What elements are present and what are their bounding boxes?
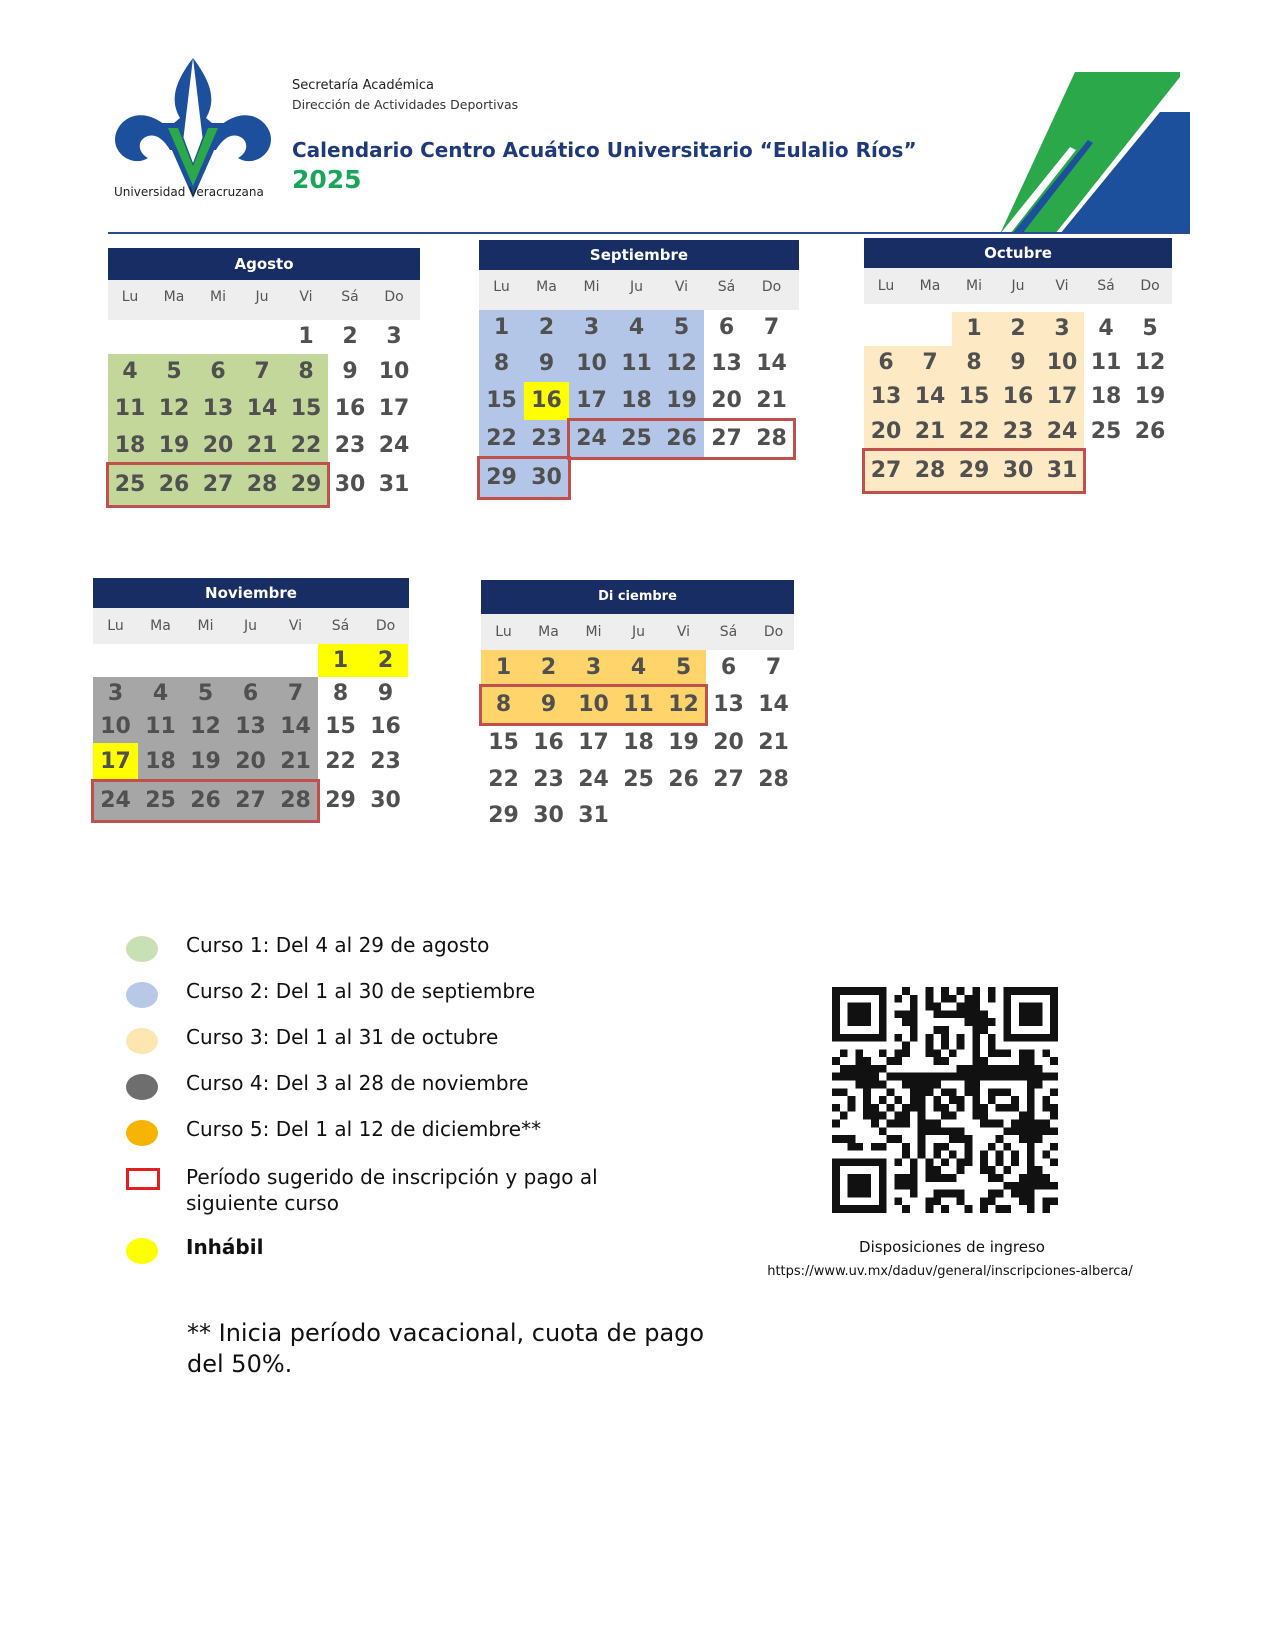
day-cell: 10 [378, 359, 410, 384]
weekday-label: Ju [631, 624, 645, 640]
page-title: Calendario Centro Acuático Universitario “Eulalio Ríos” [292, 138, 917, 162]
legend-dot-icon [126, 1074, 158, 1100]
day-cell: 11 [108, 390, 152, 427]
day-cell: 6 [718, 315, 735, 340]
day-cell: 11 [616, 686, 661, 724]
day-cell: 17 [93, 743, 138, 781]
day-cell: 8 [284, 354, 328, 390]
day-cell: 30 [996, 450, 1040, 492]
secretaria-label: Secretaría Académica [292, 78, 434, 93]
day-cell: 14 [240, 390, 284, 427]
month-title: Noviembre [93, 578, 409, 608]
day-cell: 12 [183, 710, 228, 743]
day-cell: 18 [108, 427, 152, 464]
day-cell: 19 [668, 730, 699, 755]
weekday-label: Ma [536, 279, 557, 295]
day-cell: 14 [273, 710, 318, 743]
legend-dot-icon [126, 982, 158, 1008]
page-year: 2025 [292, 165, 362, 194]
day-cell: 5 [661, 650, 706, 686]
day-cell: 13 [713, 692, 744, 717]
weekday-label: Do [375, 618, 396, 634]
month-noviembre [93, 578, 409, 838]
day-cell: 6 [196, 354, 240, 390]
day-cell: 26 [668, 767, 699, 792]
day-cell: 9 [996, 346, 1040, 380]
day-cell: 15 [952, 380, 996, 414]
day-cell: 18 [1090, 384, 1122, 409]
day-cell: 1 [479, 310, 524, 346]
weekday-label: Do [1140, 278, 1160, 294]
weekday-label: Ju [243, 618, 257, 634]
day-cell: 24 [1040, 414, 1084, 450]
day-cell: 11 [1090, 350, 1122, 375]
day-cell: 23 [524, 420, 569, 458]
day-cell: 2 [342, 324, 358, 349]
day-cell: 17 [578, 730, 609, 755]
day-cell: 13 [196, 390, 240, 427]
month-diciembre [481, 580, 794, 840]
legend-label: Curso 1: Del 4 al 29 de agosto [186, 933, 490, 957]
day-cell: 29 [325, 788, 356, 813]
weekday-label: Ma [163, 289, 185, 305]
day-cell: 20 [196, 427, 240, 464]
day-cell: 20 [864, 414, 908, 450]
day-cell: 4 [1098, 316, 1114, 341]
legend-dot-icon [126, 936, 158, 962]
day-cell: 25 [138, 781, 183, 821]
weekday-label: Mi [583, 279, 600, 295]
weekday-label: Lu [121, 289, 139, 305]
weekday-label: Lu [493, 279, 510, 295]
day-cell: 15 [325, 714, 356, 739]
day-cell: 6 [720, 655, 737, 680]
day-cell: 27 [713, 767, 744, 792]
day-cell: 17 [378, 396, 410, 421]
day-cell: 30 [370, 788, 401, 813]
day-cell: 3 [386, 324, 402, 349]
weekday-header [479, 270, 799, 310]
day-cell: 7 [765, 655, 782, 680]
day-cell: 4 [138, 677, 183, 710]
day-cell: 24 [569, 420, 614, 458]
day-cell: 28 [758, 767, 789, 792]
day-cell: 26 [152, 464, 196, 506]
weekday-label: Sá [719, 624, 738, 640]
day-cell: 27 [196, 464, 240, 506]
day-cell: 27 [864, 450, 908, 492]
day-cell: 22 [284, 427, 328, 464]
day-cell: 31 [578, 803, 609, 828]
enrollment-period-outline [479, 684, 708, 726]
day-cell: 25 [108, 464, 152, 506]
day-cell: 12 [1134, 350, 1166, 375]
day-cell: 9 [524, 346, 569, 382]
day-cell: 15 [479, 382, 524, 420]
enrollment-period-outline [106, 462, 330, 508]
day-cell: 1 [952, 312, 996, 346]
day-cell: 8 [952, 346, 996, 380]
day-cell: 14 [908, 380, 952, 414]
day-cell: 12 [659, 346, 704, 382]
day-cell: 7 [908, 346, 952, 380]
weekday-label: Ma [919, 278, 941, 294]
day-cell: 4 [614, 310, 659, 346]
day-cell: 29 [479, 458, 524, 498]
day-cell: 24 [378, 433, 410, 458]
day-cell: 30 [334, 472, 366, 497]
day-cell: 25 [623, 767, 654, 792]
weekday-label: Ma [150, 618, 171, 634]
legend-label: Curso 4: Del 3 al 28 de noviembre [186, 1071, 529, 1095]
weekday-label: Vi [288, 618, 303, 634]
day-cell: 23 [533, 767, 564, 792]
day-cell: 3 [569, 310, 614, 346]
day-cell: 3 [571, 650, 616, 686]
weekday-label: Vi [1055, 278, 1069, 294]
day-cell: 26 [183, 781, 228, 821]
day-cell: 7 [240, 354, 284, 390]
enrollment-period-outline [91, 779, 320, 823]
month-title: Octubre [864, 238, 1172, 268]
day-cell: 17 [569, 382, 614, 420]
day-cell: 5 [659, 310, 704, 346]
month-agosto [108, 248, 420, 508]
day-cell: 3 [1040, 312, 1084, 346]
day-cell: 26 [1134, 419, 1166, 444]
legend-dot-icon [126, 1238, 158, 1264]
day-cell: 12 [661, 686, 706, 724]
month-title: Di ciembre [481, 580, 794, 614]
day-cell: 22 [488, 767, 519, 792]
day-cell: 19 [183, 743, 228, 781]
day-cell: 19 [659, 382, 704, 420]
day-cell: 24 [578, 767, 609, 792]
day-cell: 7 [273, 677, 318, 710]
day-cell: 3 [93, 677, 138, 710]
day-cell: 31 [378, 472, 410, 497]
header-divider [108, 232, 1190, 234]
weekday-header [108, 280, 420, 320]
day-cell: 1 [318, 644, 363, 677]
day-cell: 2 [526, 650, 571, 686]
day-cell: 25 [1090, 419, 1122, 444]
weekday-label: Vi [299, 289, 313, 305]
weekday-label: Ju [629, 279, 643, 295]
day-cell: 29 [952, 450, 996, 492]
legend-label: Curso 3: Del 1 al 31 de octubre [186, 1025, 499, 1049]
weekday-label: Mi [197, 618, 214, 634]
day-cell: 2 [524, 310, 569, 346]
day-cell: 21 [273, 743, 318, 781]
day-cell: 30 [524, 458, 569, 498]
day-cell: 21 [758, 730, 789, 755]
day-cell: 12 [152, 390, 196, 427]
day-cell: 13 [711, 351, 742, 376]
weekday-label: Sá [331, 618, 350, 634]
day-cell: 18 [138, 743, 183, 781]
day-cell: 19 [1134, 384, 1166, 409]
legend-dot-icon [126, 1028, 158, 1054]
day-cell: 17 [1040, 380, 1084, 414]
day-cell: 21 [756, 388, 787, 413]
weekday-label: Sá [717, 279, 736, 295]
day-cell: 6 [864, 346, 908, 380]
day-cell: 14 [758, 692, 789, 717]
day-cell: 27 [711, 426, 742, 451]
day-cell: 28 [240, 464, 284, 506]
day-cell: 4 [108, 354, 152, 390]
day-cell: 1 [298, 324, 314, 349]
legend-label: Curso 2: Del 1 al 30 de septiembre [186, 979, 536, 1003]
day-cell: 9 [377, 681, 394, 706]
weekday-label: Do [761, 279, 782, 295]
day-cell: 11 [138, 710, 183, 743]
day-cell: 10 [569, 346, 614, 382]
day-cell: 31 [1040, 450, 1084, 492]
day-cell: 10 [571, 686, 616, 724]
weekday-label: Ju [255, 289, 269, 305]
day-cell: 15 [488, 730, 519, 755]
day-cell: 10 [1040, 346, 1084, 380]
weekday-label: Do [763, 624, 784, 640]
month-title: Septiembre [479, 240, 799, 270]
day-cell: 19 [152, 427, 196, 464]
decorative-swoosh [1000, 72, 1190, 234]
day-cell: 28 [908, 450, 952, 492]
day-cell: 10 [93, 710, 138, 743]
month-octubre [864, 238, 1172, 508]
weekday-label: Ju [1011, 278, 1025, 294]
day-cell: 29 [284, 464, 328, 506]
month-title: Agosto [108, 248, 420, 280]
day-cell: 28 [756, 426, 787, 451]
day-cell: 8 [332, 681, 349, 706]
qr-code[interactable] [832, 982, 1058, 1218]
weekday-header [864, 268, 1172, 304]
day-cell: 27 [228, 781, 273, 821]
day-cell: 16 [370, 714, 401, 739]
weekday-label: Vi [676, 624, 691, 640]
weekday-label: Do [384, 289, 404, 305]
day-cell: 23 [370, 749, 401, 774]
university-name: Universidad Veracruzana [114, 185, 264, 199]
qr-url-link[interactable]: https://www.uv.mx/daduv/general/inscripciones-alberca/ [767, 1264, 1133, 1279]
day-cell: 7 [763, 315, 780, 340]
weekday-label: Mi [210, 289, 226, 305]
month-septiembre [479, 240, 799, 510]
day-cell: 29 [488, 803, 519, 828]
day-cell: 15 [284, 390, 328, 427]
day-cell: 16 [996, 380, 1040, 414]
weekday-label: Vi [674, 279, 689, 295]
enrollment-period-outline [477, 456, 571, 500]
day-cell: 9 [342, 359, 358, 384]
day-cell: 26 [659, 420, 704, 458]
day-cell: 24 [93, 781, 138, 821]
legend-label: Período sugerido de inscripción y pago al siguiente curso [186, 1165, 598, 1215]
day-cell: 6 [228, 677, 273, 710]
legend-label: Inhábil [186, 1235, 264, 1259]
day-cell: 4 [616, 650, 661, 686]
qr-caption: Disposiciones de ingreso [859, 1238, 1045, 1256]
day-cell: 18 [614, 382, 659, 420]
day-cell: 21 [240, 427, 284, 464]
day-cell: 8 [479, 346, 524, 382]
day-cell: 23 [996, 414, 1040, 450]
direccion-label: Dirección de Actividades Deportivas [292, 97, 519, 112]
day-cell: 1 [481, 650, 526, 686]
weekday-label: Mi [966, 278, 982, 294]
weekday-label: Lu [107, 618, 124, 634]
day-cell: 5 [1142, 316, 1158, 341]
day-cell: 20 [711, 388, 742, 413]
day-cell: 20 [713, 730, 744, 755]
legend [126, 932, 686, 1292]
day-cell: 20 [228, 743, 273, 781]
day-cell: 2 [996, 312, 1040, 346]
weekday-label: Lu [877, 278, 895, 294]
day-cell: 22 [325, 749, 356, 774]
day-cell: 5 [152, 354, 196, 390]
day-cell: 13 [864, 380, 908, 414]
weekday-label: Ma [538, 624, 559, 640]
day-cell: 13 [228, 710, 273, 743]
weekday-label: Sá [341, 289, 359, 305]
day-cell: 16 [524, 382, 569, 420]
legend-dot-icon [126, 1120, 158, 1146]
enrollment-period-outline [567, 418, 796, 460]
day-cell: 14 [756, 351, 787, 376]
day-cell: 11 [614, 346, 659, 382]
weekday-label: Mi [585, 624, 602, 640]
day-cell: 30 [533, 803, 564, 828]
footnote: ** Inicia período vacacional, cuota de pago del 50%. [187, 1319, 705, 1378]
weekday-label: Lu [495, 624, 512, 640]
day-cell: 8 [481, 686, 526, 724]
legend-label: Curso 5: Del 1 al 12 de diciembre** [186, 1117, 542, 1141]
day-cell: 23 [334, 433, 366, 458]
day-cell: 21 [908, 414, 952, 450]
day-cell: 5 [183, 677, 228, 710]
day-cell: 22 [479, 420, 524, 458]
enrollment-period-outline [862, 448, 1086, 494]
day-cell: 28 [273, 781, 318, 821]
day-cell: 2 [363, 644, 408, 677]
day-cell: 25 [614, 420, 659, 458]
day-cell: 16 [533, 730, 564, 755]
day-cell: 22 [952, 414, 996, 450]
weekday-label: Sá [1097, 278, 1115, 294]
day-cell: 18 [623, 730, 654, 755]
day-cell: 16 [334, 396, 366, 421]
weekday-header [481, 614, 794, 650]
legend-box-icon [126, 1168, 160, 1190]
day-cell: 9 [526, 686, 571, 724]
weekday-header [93, 608, 409, 644]
